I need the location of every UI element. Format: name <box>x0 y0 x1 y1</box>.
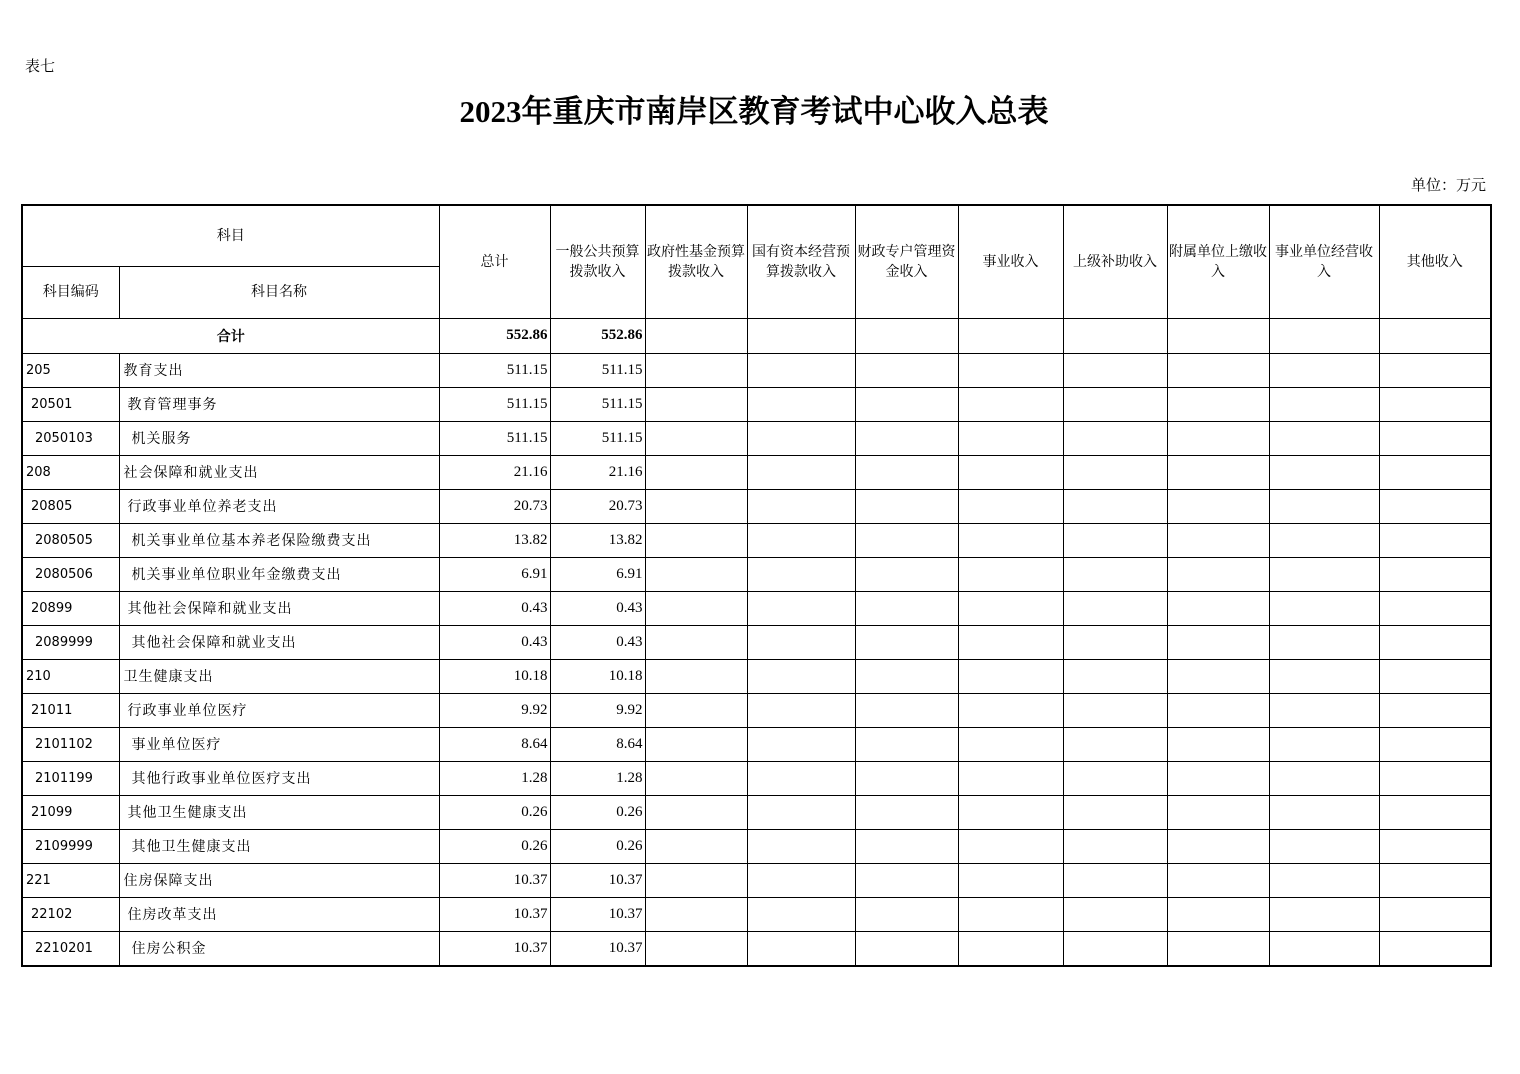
empty-cell <box>855 353 958 387</box>
table-row <box>22 761 1491 795</box>
subject-name-cell: 卫生健康支出 <box>119 659 439 693</box>
general-budget-cell: 0.43 <box>550 625 645 659</box>
general-budget-cell: 1.28 <box>550 761 645 795</box>
empty-cell <box>1379 863 1491 897</box>
subject-name-cell: 事业单位医疗 <box>119 727 439 761</box>
empty-cell <box>855 795 958 829</box>
table-row <box>22 863 1491 897</box>
empty-cell <box>1167 761 1269 795</box>
table-row <box>22 489 1491 523</box>
empty-cell <box>1167 863 1269 897</box>
table-row <box>22 455 1491 489</box>
empty-cell <box>1269 387 1379 421</box>
header-col-special-account: 财政专户管理资金收入 <box>855 205 958 318</box>
subject-name-cell: 机关事业单位基本养老保险缴费支出 <box>119 523 439 557</box>
total-cell: 511.15 <box>439 387 550 421</box>
empty-cell <box>747 659 855 693</box>
empty-cell <box>747 557 855 591</box>
general-budget-cell: 6.91 <box>550 557 645 591</box>
general-budget-cell: 9.92 <box>550 693 645 727</box>
table-row <box>22 931 1491 966</box>
empty-cell <box>1379 897 1491 931</box>
total-cell: 8.64 <box>439 727 550 761</box>
subject-name-cell: 其他卫生健康支出 <box>119 795 439 829</box>
income-table <box>21 204 1492 967</box>
empty-cell <box>747 897 855 931</box>
empty-cell <box>1167 931 1269 966</box>
empty-cell <box>1063 727 1167 761</box>
empty-cell <box>1269 353 1379 387</box>
empty-cell <box>855 455 958 489</box>
empty-cell <box>1269 455 1379 489</box>
empty-cell <box>1167 387 1269 421</box>
subject-code-cell: 210 <box>22 659 119 693</box>
total-general-value: 552.86 <box>550 318 645 353</box>
empty-cell <box>1379 931 1491 966</box>
empty-cell <box>747 761 855 795</box>
empty-cell <box>645 591 747 625</box>
total-cell: 9.92 <box>439 693 550 727</box>
table-number-label: 表七 <box>25 57 56 75</box>
empty-cell <box>747 455 855 489</box>
subject-name-cell: 机关事业单位职业年金缴费支出 <box>119 557 439 591</box>
empty-cell <box>645 489 747 523</box>
empty-cell <box>855 863 958 897</box>
subject-code-cell: 2109999 <box>22 829 119 863</box>
subject-code-cell: 2080506 <box>22 557 119 591</box>
empty-cell <box>958 523 1063 557</box>
table-row <box>22 591 1491 625</box>
empty-cell <box>1379 693 1491 727</box>
empty-cell <box>1063 897 1167 931</box>
empty-cell <box>1269 931 1379 966</box>
empty-cell <box>958 931 1063 966</box>
general-budget-cell: 13.82 <box>550 523 645 557</box>
empty-cell <box>1379 523 1491 557</box>
subject-code-cell: 20899 <box>22 591 119 625</box>
table-row <box>22 557 1491 591</box>
general-budget-cell: 10.18 <box>550 659 645 693</box>
empty-cell <box>1167 625 1269 659</box>
empty-cell <box>1269 727 1379 761</box>
empty-cell <box>1167 897 1269 931</box>
empty-cell <box>958 353 1063 387</box>
subject-name-cell: 其他社会保障和就业支出 <box>119 591 439 625</box>
empty-cell <box>645 353 747 387</box>
unit-label: 单位：万元 <box>1410 176 1486 194</box>
total-row <box>22 318 1491 353</box>
empty-cell <box>958 795 1063 829</box>
general-budget-cell: 20.73 <box>550 489 645 523</box>
general-budget-cell: 10.37 <box>550 897 645 931</box>
total-label: 合计 <box>22 318 439 353</box>
empty-cell <box>855 387 958 421</box>
header-subject: 科目 <box>22 205 439 266</box>
empty-cell <box>1269 795 1379 829</box>
empty-cell <box>645 693 747 727</box>
empty-cell <box>1063 693 1167 727</box>
empty-cell <box>747 693 855 727</box>
subject-code-cell: 2101102 <box>22 727 119 761</box>
empty-cell <box>747 353 855 387</box>
empty-cell <box>1379 387 1491 421</box>
empty-cell <box>1379 795 1491 829</box>
general-budget-cell: 0.26 <box>550 829 645 863</box>
table-row <box>22 523 1491 557</box>
subject-code-cell: 20501 <box>22 387 119 421</box>
empty-cell <box>645 761 747 795</box>
empty-cell <box>1379 761 1491 795</box>
total-cell: 10.37 <box>439 863 550 897</box>
subject-name-cell: 社会保障和就业支出 <box>119 455 439 489</box>
header-col-gov-fund: 政府性基金预算拨款收入 <box>645 205 747 318</box>
header-col-business-income: 事业收入 <box>958 205 1063 318</box>
empty-cell <box>1063 523 1167 557</box>
empty-cell <box>1379 591 1491 625</box>
table-row <box>22 727 1491 761</box>
empty-cell <box>1269 625 1379 659</box>
empty-cell <box>1379 625 1491 659</box>
total-cell: 10.18 <box>439 659 550 693</box>
subject-name-cell: 其他卫生健康支出 <box>119 829 439 863</box>
empty-cell <box>958 557 1063 591</box>
empty-cell <box>1063 387 1167 421</box>
empty-cell <box>1379 421 1491 455</box>
total-value: 552.86 <box>439 318 550 353</box>
general-budget-cell: 0.26 <box>550 795 645 829</box>
empty-cell <box>747 931 855 966</box>
subject-name-cell: 教育管理事务 <box>119 387 439 421</box>
empty-cell <box>645 897 747 931</box>
empty-cell <box>958 863 1063 897</box>
empty-cell <box>747 625 855 659</box>
empty-cell <box>1063 863 1167 897</box>
empty-cell <box>1269 897 1379 931</box>
empty-cell <box>958 591 1063 625</box>
empty-cell <box>1167 727 1269 761</box>
subject-code-cell: 21099 <box>22 795 119 829</box>
empty-cell <box>855 523 958 557</box>
empty-cell <box>645 829 747 863</box>
empty-cell <box>1063 421 1167 455</box>
empty-cell <box>645 557 747 591</box>
empty-cell <box>747 591 855 625</box>
subject-code-cell: 21011 <box>22 693 119 727</box>
empty-cell <box>958 455 1063 489</box>
empty-cell <box>747 523 855 557</box>
empty-cell <box>1167 489 1269 523</box>
general-budget-cell: 511.15 <box>550 387 645 421</box>
empty-cell <box>855 659 958 693</box>
header-subject-name: 科目名称 <box>119 266 439 318</box>
empty-cell <box>855 897 958 931</box>
empty-cell <box>1167 455 1269 489</box>
empty-cell <box>1379 727 1491 761</box>
empty-cell <box>855 931 958 966</box>
subject-code-cell: 2089999 <box>22 625 119 659</box>
empty-cell <box>1379 353 1491 387</box>
empty-cell <box>1167 659 1269 693</box>
empty-cell <box>645 931 747 966</box>
empty-cell <box>1063 659 1167 693</box>
general-budget-cell: 10.37 <box>550 931 645 966</box>
empty-cell <box>1269 659 1379 693</box>
total-cell: 6.91 <box>439 557 550 591</box>
empty-cell <box>1269 591 1379 625</box>
empty-cell <box>645 659 747 693</box>
general-budget-cell: 0.43 <box>550 591 645 625</box>
empty-cell <box>1063 829 1167 863</box>
total-cell: 10.37 <box>439 931 550 966</box>
general-budget-cell: 511.15 <box>550 421 645 455</box>
header-col-total: 总计 <box>439 205 550 318</box>
empty-cell <box>1167 523 1269 557</box>
total-cell: 0.26 <box>439 795 550 829</box>
total-cell: 20.73 <box>439 489 550 523</box>
header-subject-code: 科目编码 <box>22 266 119 318</box>
table-row <box>22 421 1491 455</box>
empty-cell <box>958 659 1063 693</box>
empty-cell <box>958 421 1063 455</box>
header-col-affiliated-remit: 附属单位上缴收入 <box>1167 205 1269 318</box>
subject-code-cell: 208 <box>22 455 119 489</box>
subject-code-cell: 2210201 <box>22 931 119 966</box>
empty-cell <box>1269 693 1379 727</box>
empty-cell <box>1379 829 1491 863</box>
empty-cell <box>1167 557 1269 591</box>
empty-cell <box>855 557 958 591</box>
empty-cell <box>1063 625 1167 659</box>
subject-name-cell: 其他社会保障和就业支出 <box>119 625 439 659</box>
empty-cell <box>1167 795 1269 829</box>
subject-name-cell: 住房改革支出 <box>119 897 439 931</box>
empty-cell <box>747 795 855 829</box>
total-cell: 21.16 <box>439 455 550 489</box>
subject-name-cell: 行政事业单位医疗 <box>119 693 439 727</box>
subject-code-cell: 2080505 <box>22 523 119 557</box>
empty-cell <box>958 387 1063 421</box>
subject-code-cell: 2101199 <box>22 761 119 795</box>
subject-name-cell: 教育支出 <box>119 353 439 387</box>
empty-cell <box>855 829 958 863</box>
empty-cell <box>855 489 958 523</box>
header-col-superior-subsidy: 上级补助收入 <box>1063 205 1167 318</box>
empty-cell <box>958 625 1063 659</box>
empty-cell <box>1063 557 1167 591</box>
empty-cell <box>747 387 855 421</box>
empty-cell <box>855 727 958 761</box>
empty-cell <box>855 625 958 659</box>
empty-cell <box>1167 353 1269 387</box>
subject-code-cell: 221 <box>22 863 119 897</box>
empty-cell <box>1379 557 1491 591</box>
empty-cell <box>1063 489 1167 523</box>
empty-cell <box>855 591 958 625</box>
empty-cell <box>1269 761 1379 795</box>
header-col-general-budget: 一般公共预算拨款收入 <box>550 205 645 318</box>
empty-cell <box>958 727 1063 761</box>
empty-cell <box>1269 489 1379 523</box>
header-col-other-income: 其他收入 <box>1379 205 1491 318</box>
table-row <box>22 795 1491 829</box>
header-col-state-capital: 国有资本经营预算拨款收入 <box>747 205 855 318</box>
general-budget-cell: 21.16 <box>550 455 645 489</box>
empty-cell <box>645 387 747 421</box>
empty-cell <box>1167 591 1269 625</box>
empty-cell <box>958 829 1063 863</box>
subject-name-cell: 机关服务 <box>119 421 439 455</box>
empty-cell <box>645 727 747 761</box>
empty-cell <box>1167 421 1269 455</box>
empty-cell <box>1269 863 1379 897</box>
empty-cell <box>645 421 747 455</box>
empty-cell <box>747 489 855 523</box>
subject-name-cell: 住房保障支出 <box>119 863 439 897</box>
empty-cell <box>1379 659 1491 693</box>
subject-code-cell: 205 <box>22 353 119 387</box>
total-cell: 1.28 <box>439 761 550 795</box>
empty-cell <box>855 421 958 455</box>
subject-name-cell: 住房公积金 <box>119 931 439 966</box>
page-title: 2023年重庆市南岸区教育考试中心收入总表 <box>459 94 1049 129</box>
total-cell: 10.37 <box>439 897 550 931</box>
empty-cell <box>1379 455 1491 489</box>
empty-cell <box>1063 795 1167 829</box>
empty-cell <box>747 863 855 897</box>
empty-cell <box>747 727 855 761</box>
total-cell: 511.15 <box>439 353 550 387</box>
empty-cell <box>645 523 747 557</box>
empty-cell <box>645 455 747 489</box>
empty-cell <box>645 863 747 897</box>
empty-cell <box>855 693 958 727</box>
table-row <box>22 353 1491 387</box>
subject-code-cell: 20805 <box>22 489 119 523</box>
empty-cell <box>958 693 1063 727</box>
empty-cell <box>645 795 747 829</box>
empty-cell <box>1379 489 1491 523</box>
empty-cell <box>958 761 1063 795</box>
total-cell: 13.82 <box>439 523 550 557</box>
empty-cell <box>958 489 1063 523</box>
empty-cell <box>1063 353 1167 387</box>
empty-cell <box>1167 693 1269 727</box>
empty-cell <box>747 829 855 863</box>
subject-code-cell: 22102 <box>22 897 119 931</box>
empty-cell <box>1269 557 1379 591</box>
subject-name-cell: 行政事业单位养老支出 <box>119 489 439 523</box>
empty-cell <box>1063 931 1167 966</box>
empty-cell <box>1063 455 1167 489</box>
table-row <box>22 659 1491 693</box>
empty-cell <box>747 421 855 455</box>
empty-cell <box>645 625 747 659</box>
total-cell: 511.15 <box>439 421 550 455</box>
table-row <box>22 625 1491 659</box>
table-row <box>22 897 1491 931</box>
header-col-operating-income: 事业单位经营收入 <box>1269 205 1379 318</box>
empty-cell <box>958 897 1063 931</box>
empty-cell <box>1167 829 1269 863</box>
general-budget-cell: 10.37 <box>550 863 645 897</box>
table-row <box>22 693 1491 727</box>
general-budget-cell: 511.15 <box>550 353 645 387</box>
empty-cell <box>1269 523 1379 557</box>
subject-name-cell: 其他行政事业单位医疗支出 <box>119 761 439 795</box>
total-cell: 0.26 <box>439 829 550 863</box>
empty-cell <box>1269 421 1379 455</box>
table-row <box>22 387 1491 421</box>
empty-cell <box>855 761 958 795</box>
empty-cell <box>1269 829 1379 863</box>
total-cell: 0.43 <box>439 625 550 659</box>
table-row <box>22 829 1491 863</box>
general-budget-cell: 8.64 <box>550 727 645 761</box>
empty-cell <box>1063 591 1167 625</box>
empty-cell <box>1063 761 1167 795</box>
total-cell: 0.43 <box>439 591 550 625</box>
subject-code-cell: 2050103 <box>22 421 119 455</box>
